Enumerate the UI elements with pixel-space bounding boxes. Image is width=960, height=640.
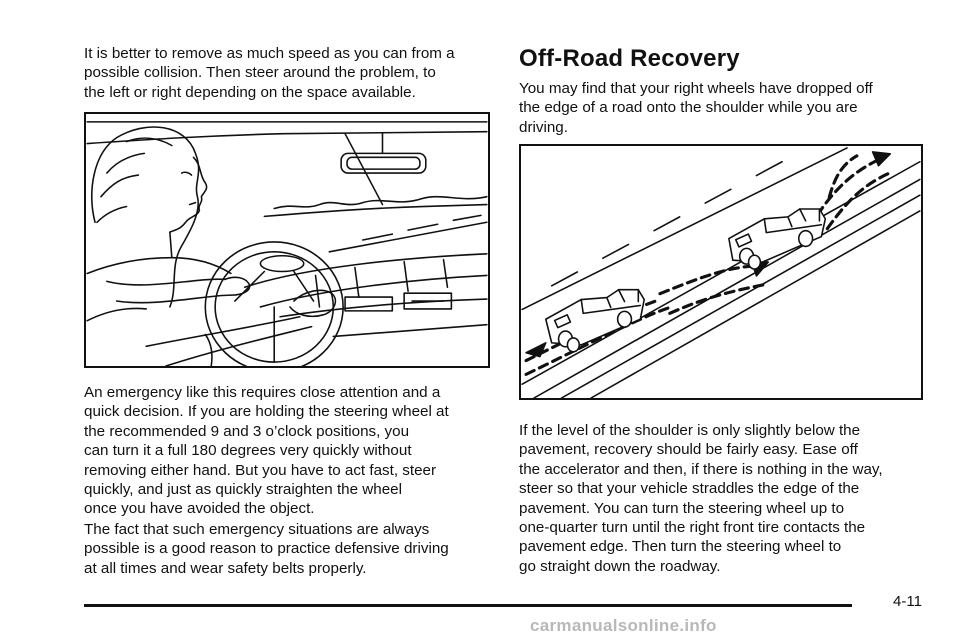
- watermark-text: carmanualsonline.info: [530, 616, 717, 635]
- section-heading: Off-Road Recovery: [519, 45, 740, 72]
- footer-rule: [84, 604, 852, 607]
- right-paragraph-1: You may find that your right wheels have dropped off the edge of a road onto the shoulder while you are driving.: [519, 80, 873, 136]
- left-paragraph-2: An emergency like this requires close attention and a quick decision. If you are holding the steering wheel at the recommended 9 and 3 o’clock positions, you can turn it a full 180 degrees very quickly without removing either hand. But you have to act fast, steer quickly, and just as quickly straighten the wheel once you have avoided the object.: [84, 384, 449, 518]
- page-number: 4-11: [893, 593, 922, 610]
- off-road-recovery-illustration: [519, 144, 923, 400]
- right-paragraph-2: If the level of the shoulder is only slightly below the pavement, recovery should be fairly easy. Ease off the accelerator and then, if there is nothing in the way, steer so that your vehicle straddles the edge of the pavement. You can turn the steering wheel up to one-quarter turn until the right front tire contacts the pavement edge. Then turn the steering wheel to go straight down the roadway.: [519, 422, 883, 575]
- left-paragraph-1: It is better to remove as much speed as you can from a possible collision. Then steer around the problem, to the left or right depending on the space available.: [84, 45, 455, 101]
- left-paragraph-3: The fact that such emergency situations are always possible is a good reason to practice defensive driving at all times and wear safety belts properly.: [84, 521, 449, 577]
- driver-steering-illustration: [84, 112, 490, 368]
